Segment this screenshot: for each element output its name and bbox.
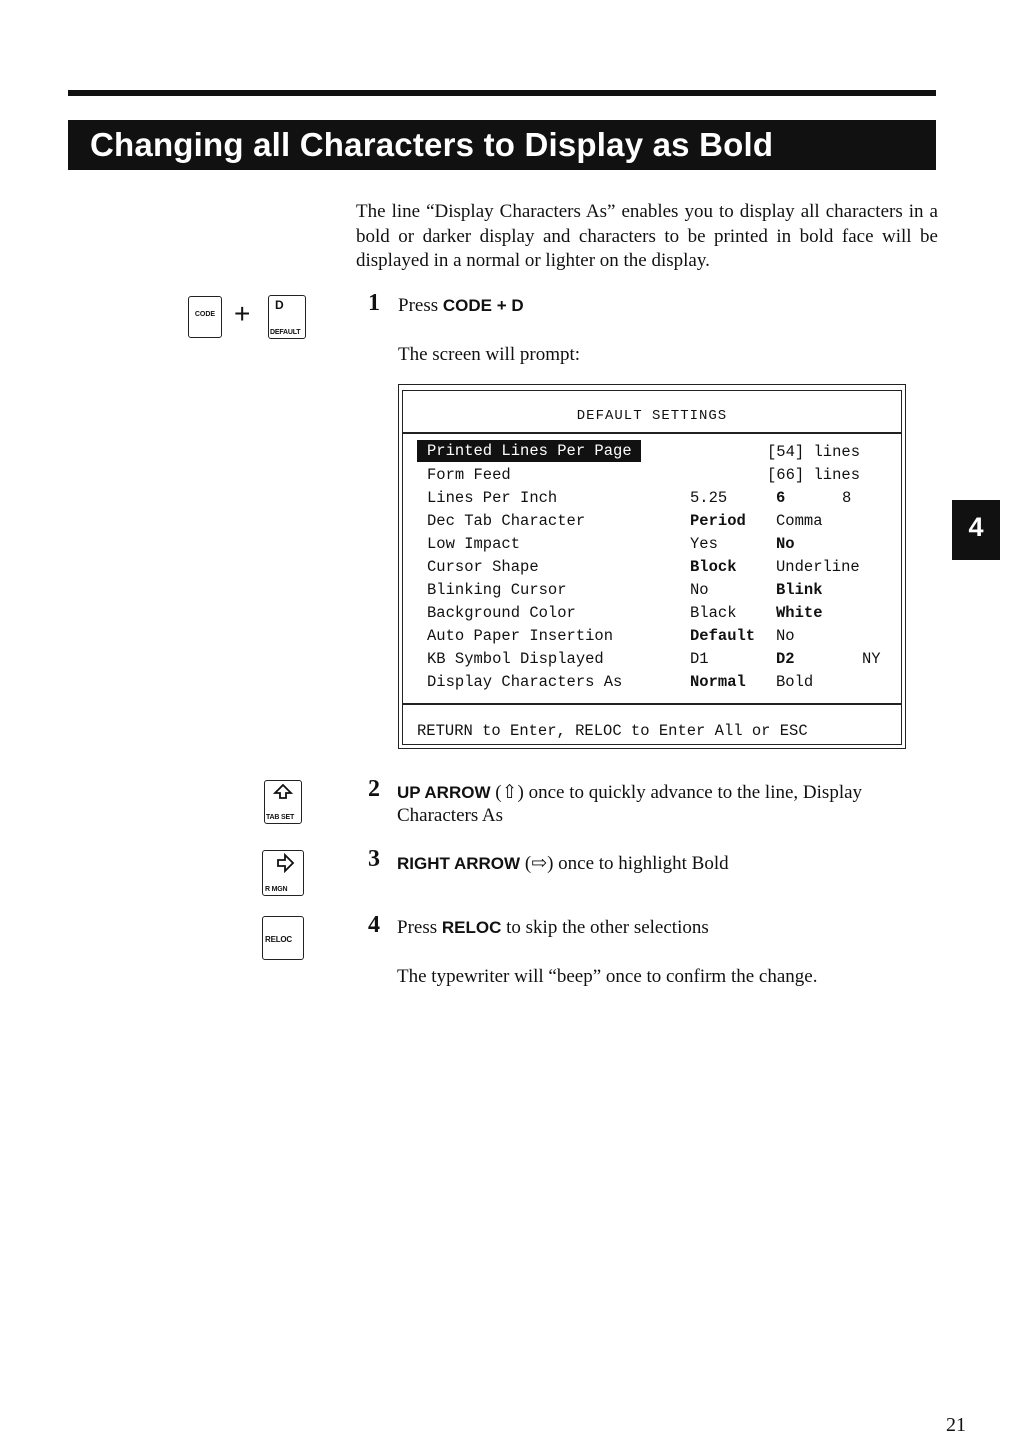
step-4-keyword: RELOC xyxy=(441,918,502,937)
up-arrow-icon xyxy=(273,784,293,800)
setting-label: Cursor Shape xyxy=(427,558,539,576)
settings-list xyxy=(403,391,901,691)
screen-frame xyxy=(402,390,902,745)
step-4-pre: Press xyxy=(397,917,442,938)
setting-row[interactable] xyxy=(403,466,901,489)
setting-label: Lines Per Inch xyxy=(427,489,558,507)
screen-footer-instructions: RETURN to Enter, RELOC to Enter All or ESC xyxy=(417,722,808,740)
key-plus-sign: + xyxy=(234,298,251,329)
step-2-text xyxy=(397,781,942,827)
step-3-text xyxy=(397,852,729,875)
option-1: D1 xyxy=(690,650,709,668)
right-arrow-icon xyxy=(275,853,295,873)
step-4-post: to skip the other selections xyxy=(501,917,709,938)
step-1-keyword: CODE + D xyxy=(442,296,524,315)
step-4-number: 4 xyxy=(368,912,380,938)
step-1-text xyxy=(398,294,524,317)
setting-row[interactable] xyxy=(403,443,901,466)
option-1-selected: Block xyxy=(690,558,737,576)
page-title: Changing all Characters to Display as Bold xyxy=(90,126,774,163)
setting-label: Auto Paper Insertion xyxy=(427,627,614,645)
up-arrow-key-icon xyxy=(264,780,302,824)
option-2: Bold xyxy=(776,673,814,691)
screen-title: DEFAULT SETTINGS xyxy=(576,408,728,424)
setting-label: Blinking Cursor xyxy=(427,581,567,599)
setting-row[interactable] xyxy=(403,535,901,558)
step-2-post: (⇧) once to quickly advance to the line, Display Characters As xyxy=(397,782,863,826)
setting-label: Dec Tab Character xyxy=(427,512,586,530)
setting-label: Display Characters As xyxy=(427,673,623,691)
setting-label: KB Symbol Displayed xyxy=(427,650,604,668)
step-3-post: (⇨) once to highlight Bold xyxy=(520,853,729,874)
setting-row[interactable] xyxy=(403,512,901,535)
right-arrow-key-label: R MGN xyxy=(265,886,288,893)
title-bar xyxy=(68,120,936,170)
setting-label-highlighted: Printed Lines Per Page xyxy=(417,440,641,462)
code-key-icon xyxy=(188,296,222,338)
option-1: No xyxy=(690,581,709,599)
option-2: Underline xyxy=(776,558,860,576)
option-2-selected: D2 xyxy=(776,650,795,668)
option-1: Black xyxy=(690,604,737,622)
option-3: NY xyxy=(862,650,881,668)
step-2-keyword: UP ARROW xyxy=(397,783,491,802)
reloc-key-label: RELOC xyxy=(265,935,293,944)
default-key-icon xyxy=(268,295,306,339)
intro-paragraph: The line “Display Characters As” enables you to display all characters in a bold or darker display and characters to be printed in bold face will be displayed in a normal or lighter on the display. xyxy=(356,201,938,271)
option-1-selected: Period xyxy=(690,512,746,530)
setting-label: Background Color xyxy=(427,604,576,622)
reloc-key-icon xyxy=(262,916,304,960)
option-2: No xyxy=(776,627,795,645)
page-number: 21 xyxy=(946,1414,966,1436)
prompt-text: The screen will prompt: xyxy=(398,344,581,365)
option-1-selected: Default xyxy=(690,627,756,645)
chapter-tab xyxy=(952,500,1000,560)
option-1-selected: Normal xyxy=(690,673,746,691)
screen-footer-divider xyxy=(403,703,901,705)
setting-row[interactable] xyxy=(403,558,901,581)
step-3-number: 3 xyxy=(368,846,380,872)
option-1: Yes xyxy=(690,535,718,553)
option-2-selected: White xyxy=(776,604,823,622)
setting-value: [54] lines xyxy=(767,443,861,461)
chapter-number: 4 xyxy=(968,512,984,542)
setting-row[interactable] xyxy=(403,581,901,604)
up-arrow-key-label: TAB SET xyxy=(266,814,295,821)
option-2: Comma xyxy=(776,512,823,530)
setting-row[interactable] xyxy=(403,627,901,650)
setting-label: Form Feed xyxy=(427,466,511,484)
code-key-label: CODE xyxy=(194,311,216,318)
setting-row[interactable] xyxy=(403,489,901,512)
setting-row[interactable] xyxy=(403,673,901,696)
step-1-number: 1 xyxy=(368,290,380,316)
confirm-text: The typewriter will “beep” once to confirm the change. xyxy=(397,966,818,987)
step-3-keyword: RIGHT ARROW xyxy=(397,854,521,873)
right-arrow-key-icon xyxy=(262,850,304,896)
setting-label: Low Impact xyxy=(427,535,521,553)
option-2-selected: Blink xyxy=(776,581,823,599)
option-2-selected: No xyxy=(776,535,795,553)
default-key-label: DEFAULT xyxy=(270,329,301,336)
option-1: 5.25 xyxy=(690,489,728,507)
step-1-pre: Press xyxy=(398,295,443,316)
default-key-letter: D xyxy=(275,298,284,312)
top-rule xyxy=(68,90,936,96)
step-2-number: 2 xyxy=(368,776,380,802)
step-4-text xyxy=(397,916,709,939)
option-3: 8 xyxy=(842,489,852,507)
default-settings-screen xyxy=(398,384,906,749)
setting-row[interactable] xyxy=(403,604,901,627)
setting-row[interactable] xyxy=(403,650,901,673)
option-2-selected: 6 xyxy=(776,489,786,507)
setting-value: [66] lines xyxy=(767,466,861,484)
screen-header-divider xyxy=(403,432,901,434)
